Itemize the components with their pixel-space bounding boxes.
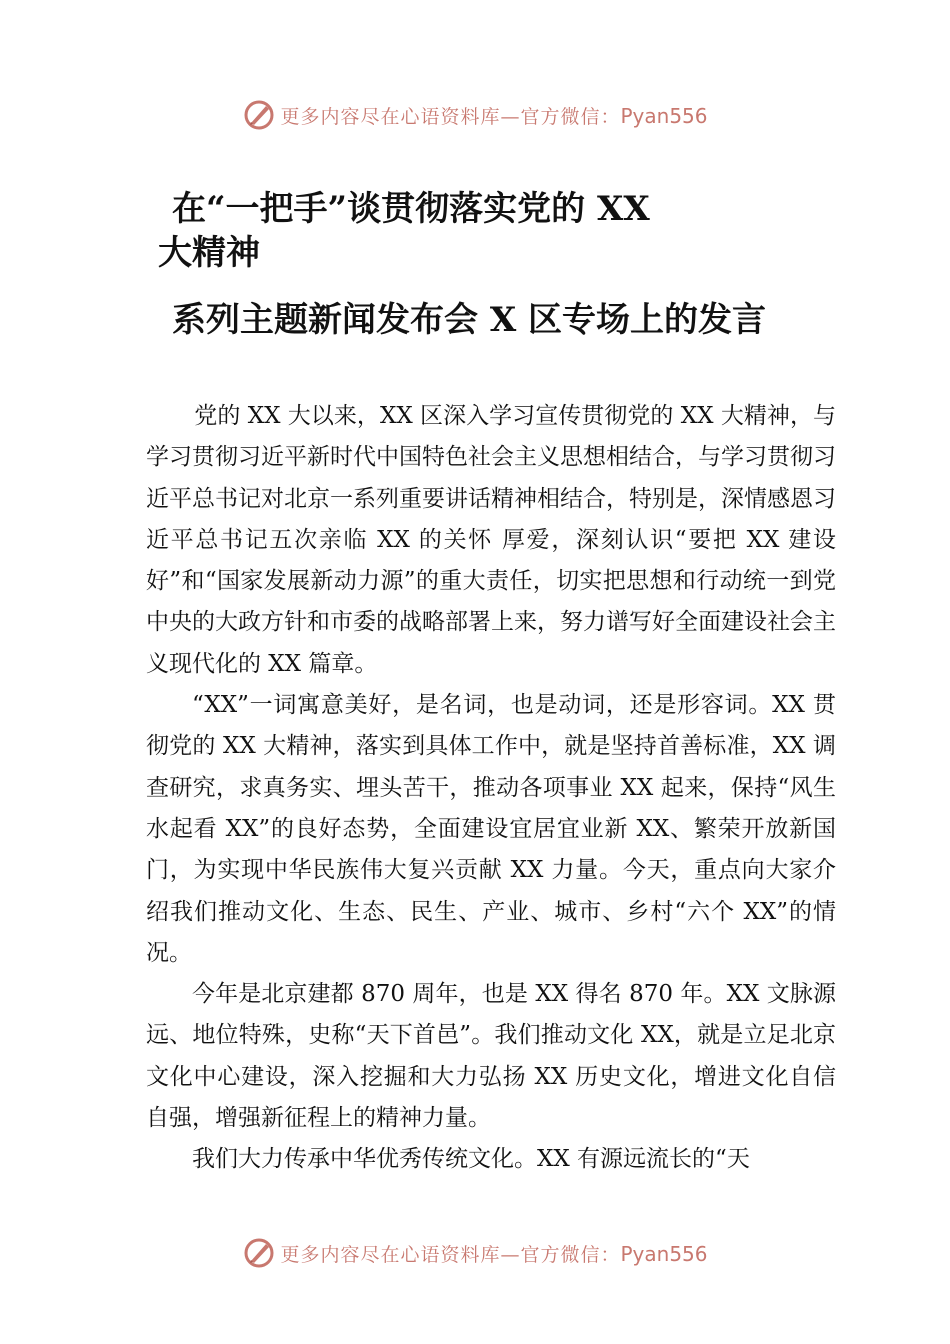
document-title-line-1b: 大精神	[158, 233, 260, 273]
brush-logo-icon	[242, 1236, 276, 1270]
paragraph-2: “XX”一词寓意美好，是名词，也是动词，还是形容词。XX 贯彻党的 XX 大精神，落实到具体工作中，就是坚持首善标准，XX 调查研究，求真务实、埋头苦干，推动各项事业 XX 起来，保持“风生水起看 XX”的良好态势，全面建设宜居宜业新 XX、繁荣开放新国门，为实现中华民族伟大复兴贡献 XX 力量。今天，重点向大家介绍我们推动文化、生态、民生、产业、城市、乡村“六个 XX”的情况。	[146, 692, 836, 966]
header-watermark	[0, 95, 950, 135]
document-body	[146, 396, 836, 1181]
paragraph-4: 我们大力传承中华优秀传统文化。XX 有源远流长的“天	[192, 1146, 750, 1173]
watermark-text: 更多内容尽在心语资料库—官方微信：Pyan556	[280, 103, 708, 128]
footer-watermark	[0, 1233, 950, 1273]
document-title-line-2: 系列主题新闻发布会 X 区专场上的发言	[172, 300, 767, 340]
paragraph-3: 今年是北京建都 870 周年，也是 XX 得名 870 年。XX 文脉源远、地位特殊，史称“天下首邑”。我们推动文化 XX，就是立足北京文化中心建设，深入挖掘和大力弘扬 XX 历史文化，增进文化自信自强，增强新征程上的精神力量。	[146, 981, 836, 1132]
document-title-line-1: 在“一把手”谈贯彻落实党的 XX	[172, 189, 650, 229]
watermark-text: 更多内容尽在心语资料库—官方微信：Pyan556	[280, 1241, 708, 1266]
paragraph-1: 党的 XX 大以来，XX 区深入学习宣传贯彻党的 XX 大精神，与学习贯彻习近平新时代中国特色社会主义思想相结合，与学习贯彻习近平总书记对北京一系列重要讲话精神相结合，特别是，深情感恩习近平总书记五次亲临 XX 的关怀 厚爱，深刻认识“要把 XX 建设好”和“国家发展新动力源”的重大责任，切实把思想和行动统一到党中央的大政方针和市委的战略部署上来，努力谱写好全面建设社会主义现代化的 XX 篇章。	[146, 403, 836, 677]
brush-logo-icon	[242, 98, 276, 132]
